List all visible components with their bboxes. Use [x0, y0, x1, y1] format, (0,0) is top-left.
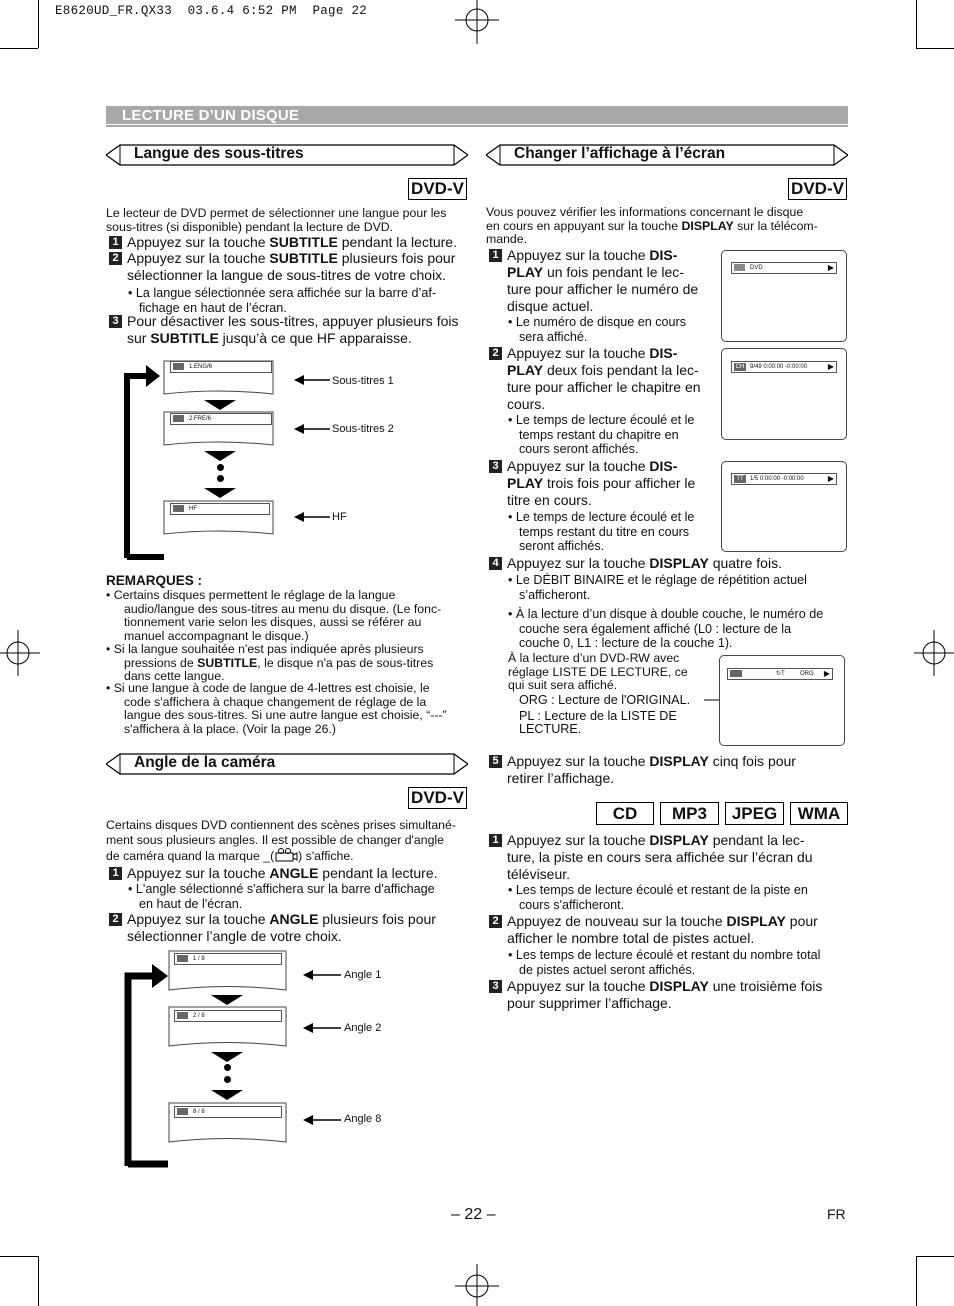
registration-mark-left: [0, 630, 40, 676]
subtitle-step-2: Appuyez sur la touche SUBTITLE plusieurs fois pour sélectionner la langue de sous-titres de votre choix.: [127, 250, 456, 283]
pointer-arrow: [303, 1022, 341, 1034]
step-number: 1: [109, 867, 122, 880]
cd-bullet-1: • Les temps de lecture écoulé et restant de la piste en cours s'afficheront.: [508, 883, 808, 912]
osd-bar: [727, 668, 833, 680]
osd-bar: 8 / 8: [174, 1106, 282, 1118]
camera-angle-title: Angle de la caméra: [134, 754, 276, 771]
cycle-arrow: [124, 364, 164, 560]
ellipsis-dot: [217, 464, 224, 471]
play-icon: ▶: [827, 474, 834, 483]
ellipsis-dot: [217, 475, 224, 482]
display-step-2: Appuyez sur la touche DIS- PLAY deux fois pendant la lec- ture pour afficher le chapitre en cours.: [507, 345, 701, 412]
subtitle-intro: Le lecteur de DVD permet de sélectionner une langue pour les sous-titres (si disponible) pendant la lecture de DVD.: [106, 206, 447, 234]
cycle-arrow: [124, 962, 168, 1168]
osd-bar: DVD ▶: [731, 262, 837, 274]
play-icon: ▶: [827, 263, 834, 272]
subtitle-bullet-2: • La langue sélectionnée sera affichée sur la barre d’af- fichage en haut de l’écran.: [128, 286, 437, 315]
step-number: 2: [489, 347, 502, 360]
angle-intro: Certains disques DVD contiennent des scènes prises simultané- ment sous plusieurs angles. Il est possible de changer d'angle de caméra quand la marque _( ) s'affiche.: [106, 818, 456, 863]
remark-3: • Si une langue à code de langue de 4-lettres est choisie, le code s'affichera à chaque changement de réglage de la langue des sous-titres. Si une autre langue est choisie, “---” s'affichera à la place. (Voir la page 26.): [106, 681, 447, 736]
cd-bullet-2: • Les temps de lecture écoulé et restant du nombre total de pistes actuel seront affichés.: [508, 948, 821, 977]
camera-angle-heading: [106, 753, 468, 775]
org-note: ORG : Lecture de l'ORIGINAL.: [519, 693, 691, 707]
crop-mark: [0, 48, 38, 49]
display-step-5: Appuyez sur la touche DISPLAY cinq fois pour retirer l’affichage.: [507, 753, 796, 786]
osd-bar: TT 1/5 0:00:00 -0:00:00 ▶: [731, 473, 837, 485]
registration-mark-top: [455, 0, 499, 44]
crop-mark: [916, 0, 917, 48]
play-icon: ▶: [827, 362, 834, 371]
subtitle-language-heading: [106, 144, 468, 166]
remarks-title: REMARQUES :: [106, 573, 203, 588]
angle-bullet-1: • L'angle sélectionné s'affichera sur la barre d'affichage en haut de l'écran.: [128, 882, 435, 911]
step-number: 5: [489, 755, 502, 768]
down-arrow: [211, 1090, 243, 1100]
cd-step-3: Appuyez sur la touche DISPLAY une troisième fois pour supprimer l’affichage.: [507, 978, 823, 1011]
step-number: 3: [489, 980, 502, 993]
step-number: 4: [489, 557, 502, 570]
step-number: 1: [489, 249, 502, 262]
down-arrow: [204, 400, 236, 410]
crop-mark: [916, 48, 954, 49]
cd-step-1: Appuyez sur la touche DISPLAY pendant la lec- ture, la piste en cours sera affichée sur l’écran du téléviseur.: [507, 832, 813, 882]
ellipsis-dot: [224, 1076, 231, 1083]
display-bullet-3: • Le temps de lecture écoulé et le temps restant du titre en cours seront affichés.: [508, 510, 695, 553]
remark-1: • Certains disques permettent le réglage de la langue audio/langue des sous-titres au menu du disque. (Le fonc- tionnement varie selon les disques, aussi se référer au manuel accompagnant le disque.): [106, 588, 442, 643]
crop-mark: [916, 1256, 954, 1257]
diagram-label: Angle 2: [344, 1022, 382, 1034]
subtitle-step-3: Pour désactiver les sous-titres, appuyer plusieurs fois sur SUBTITLE jusqu’à ce que HF apparaisse.: [127, 313, 459, 346]
subtitle-language-title: Langue des sous-titres: [134, 145, 304, 162]
pointer-arrow: [294, 374, 330, 386]
display-bullet-1: • Le numéro de disque en cours sera affiché.: [508, 315, 687, 344]
display-step-3: Appuyez sur la touche DIS- PLAY trois fois pour afficher le titre en cours.: [507, 458, 696, 508]
print-header: E8620UD_FR.QX33 03.6.4 6:52 PM Page 22: [55, 4, 368, 18]
dvd-rw-note: À la lecture d’un DVD-RW avec réglage LISTE DE LECTURE, ce qui suit sera affiché.: [508, 651, 688, 692]
display-step-1: Appuyez sur la touche DIS- PLAY un fois pendant le lec- ture pour afficher le numéro de disque actuel.: [507, 247, 699, 314]
osd-bar: 1.ENG/6: [170, 361, 272, 373]
pointer-arrow: [303, 969, 341, 981]
pl-note: PL : Lecture de la LISTE DE LECTURE.: [519, 709, 677, 736]
bitrate-icon: [730, 670, 742, 677]
mp3-badge: MP3: [660, 802, 719, 825]
remark-2: • Si la langue souhaitée n'est pas indiquée après plusieurs pressions de SUBTITLE, le disque n'a pas de sous-titres dans cette langue.: [106, 642, 434, 683]
play-icon: ▶: [823, 669, 830, 678]
step-number: 2: [109, 252, 122, 265]
crop-mark: [38, 1256, 39, 1306]
pointer-arrow: [294, 423, 330, 435]
crop-mark: [0, 1256, 38, 1257]
display-bullet-2: • Le temps de lecture écoulé et le temps restant du chapitre en cours seront affichés.: [508, 413, 695, 456]
osd-bar: 1 / 8: [174, 953, 282, 965]
on-screen-display-title: Changer l’affichage à l’écran: [514, 145, 726, 162]
subtitle-step-1: Appuyez sur la touche SUBTITLE pendant la lecture.: [127, 234, 457, 250]
crop-mark: [916, 1256, 917, 1306]
repeat-indicator: ↻T: [776, 671, 785, 677]
crop-mark: [38, 0, 39, 48]
section-underline: [106, 125, 848, 127]
angle-step-1: Appuyez sur la touche ANGLE pendant la lecture.: [127, 865, 438, 881]
jpeg-badge: JPEG: [725, 802, 784, 825]
down-arrow: [204, 451, 236, 461]
page-number: – 22 –: [451, 1206, 496, 1223]
diagram-label: HF: [332, 511, 347, 523]
diagram-label: Sous-titres 2: [332, 423, 394, 435]
step-number: 3: [489, 460, 502, 473]
angle-step-2: Appuyez sur la touche ANGLE plusieurs fois pour sélectionner l’angle de votre choix.: [127, 911, 436, 944]
step-number: 2: [109, 913, 122, 926]
cd-badge: CD: [596, 802, 654, 825]
down-arrow: [204, 488, 236, 498]
wma-badge: WMA: [790, 802, 848, 825]
diagram-label: Sous-titres 1: [332, 375, 394, 387]
camera-icon: [274, 848, 298, 862]
display-step-4: Appuyez sur la touche DISPLAY quatre fois.: [507, 555, 782, 571]
dvd-v-badge: DVD-V: [788, 178, 847, 200]
diagram-label: Angle 8: [344, 1113, 382, 1125]
pointer-arrow: [303, 1114, 341, 1126]
ellipsis-dot: [224, 1064, 231, 1071]
registration-mark-bottom: [455, 1264, 499, 1306]
dvd-v-badge: DVD-V: [408, 178, 467, 200]
on-screen-display-heading: [486, 144, 848, 166]
step-number: 1: [489, 834, 502, 847]
step-number: 2: [489, 915, 502, 928]
osd-bar: HF: [170, 503, 270, 515]
down-arrow: [211, 1052, 243, 1062]
display-bullet-4a: • Le DÉBIT BINAIRE et le réglage de répétition actuel s’afficheront.: [508, 573, 807, 602]
osd-bar: 2 / 8: [174, 1010, 282, 1022]
language-code: FR: [827, 1206, 846, 1222]
down-arrow: [211, 995, 243, 1005]
registration-mark-right: [914, 630, 954, 676]
section-title: LECTURE D’UN DISQUE: [122, 107, 300, 124]
diagram-label: Angle 1: [344, 969, 382, 981]
step-number: 1: [109, 236, 122, 249]
step-number: 3: [109, 315, 122, 328]
display-intro: Vous pouvez vérifier les informations concernant le disque en cours en appuyant sur la touche DISPLAY sur la télécom- mande.: [486, 205, 818, 246]
dvd-v-badge: DVD-V: [408, 787, 467, 809]
org-indicator: ORG: [800, 671, 814, 677]
pointer-arrow: [294, 511, 330, 523]
osd-bar: 2.FRE/6: [170, 413, 272, 425]
display-bullet-4b: • À la lecture d’un disque à double couche, le numéro de couche sera également affiché (L0 : lecture de la couche 0, L1 : lecture de la couche 1).: [508, 607, 824, 650]
cd-step-2: Appuyez de nouveau sur la touche DISPLAY pour afficher le nombre total de pistes actuel.: [507, 913, 818, 946]
osd-bar: CH 9/49 0:00:00 -0:00:00 ▶: [731, 361, 837, 373]
